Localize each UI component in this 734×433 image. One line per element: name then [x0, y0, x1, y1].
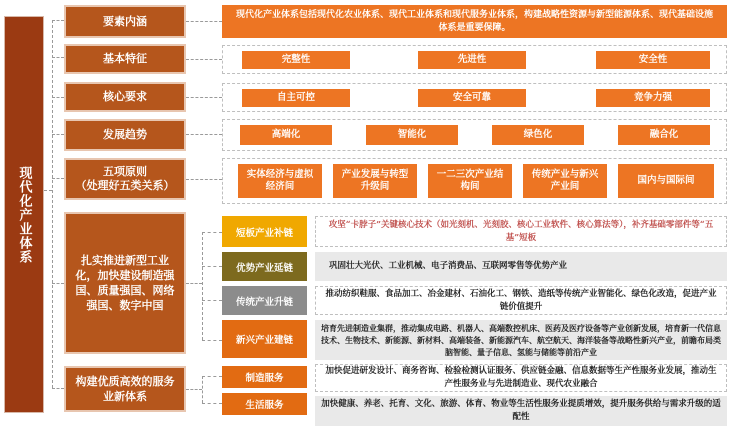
chip-label: 竞争力强	[633, 92, 672, 103]
category-connotation	[64, 5, 186, 38]
desc-text: 加快促进研发设计、商务咨询、检验检测认证服务、供应链金融、信息数据等生产性服务业发展，推动生产性服务业与先进制造业、现代农业融合	[325, 366, 717, 389]
row-connector	[186, 389, 202, 390]
advantage-desc	[315, 252, 727, 281]
sub-connector	[202, 232, 222, 233]
sub-shortboard	[222, 216, 307, 247]
principle-chip	[618, 164, 714, 198]
trend-chip	[618, 125, 710, 145]
root-label: 现代化产业体系	[16, 165, 32, 264]
category-label: 扎实推进新型工业化，加快建设制造强国、质量强国、网络强国、数字中国	[75, 254, 175, 312]
root-node	[4, 16, 44, 413]
chip-label: 产业发展与转型升级间	[341, 169, 409, 192]
category-label: 核心要求	[103, 90, 147, 103]
sub-connector	[202, 403, 222, 404]
category-label: 构建优质高效的服务业新体系	[75, 375, 175, 403]
desc-text: 推动纺织鞋服、食品加工、冶金建材、石油化工、钢铁、造纸等传统产业智能化、绿色化改造，促进产业链价值提升	[325, 288, 717, 312]
tree-trunk	[52, 20, 53, 388]
feature-chip	[418, 51, 526, 69]
sub-traditional	[222, 286, 307, 315]
category-requirements	[64, 82, 186, 112]
row-connector	[186, 97, 222, 98]
chip-label: 传统产业与新兴产业间	[531, 169, 599, 192]
branch-connector	[52, 20, 64, 21]
branch-connector	[52, 178, 64, 179]
chip-label: 完整性	[281, 54, 311, 65]
chip-label: 智能化	[397, 129, 427, 140]
desc-text: 巩固壮大光伏、工业机械、电子消费品、互联网零售等优势产业	[329, 261, 568, 271]
trend-chip	[366, 125, 458, 145]
requirement-chip	[418, 89, 526, 107]
traditional-desc	[315, 286, 727, 315]
row-connector	[186, 283, 202, 284]
chip-label: 实体经济与虚拟经济间	[246, 169, 314, 192]
category-manufacturing	[64, 212, 186, 354]
category-label: 基本特征	[103, 52, 147, 65]
sub-label: 新兴产业建链	[235, 335, 293, 346]
requirement-chip	[242, 89, 350, 107]
branch-connector	[52, 97, 64, 98]
connotation-text	[222, 5, 727, 38]
trend-chip	[492, 125, 584, 145]
shortboard-desc	[315, 216, 727, 247]
requirement-chip	[596, 89, 710, 107]
branch-connector	[52, 388, 64, 389]
desc-text: 加快健康、养老、托育、文化、旅游、体育、物业等生活性服务业提质增效，提升服务供给与需求升级的适配性	[321, 399, 721, 422]
sub-connector	[202, 376, 222, 377]
row-connector	[186, 21, 222, 22]
category-label: 发展趋势	[103, 128, 147, 141]
row-connector	[186, 179, 222, 180]
feature-chip	[596, 51, 710, 69]
trunk-connector	[44, 190, 52, 191]
sub-trunk	[202, 232, 203, 340]
chip-label: 融合化	[649, 129, 679, 140]
desc-text: 培育先进制造业集群，推动集成电路、机器人、高端数控机床、医药及医疗设备等产业创新发展，培育新一代信息技术、生物技术、新能源、新材料、高端装备、新能源汽车、航空航天、海洋装备等战略性新兴产业，前瞻布局类脑智能、量子信息、氢能与储能等前沿产业	[321, 323, 721, 357]
category-services	[64, 366, 186, 412]
branch-connector	[52, 134, 64, 135]
category-trends	[64, 119, 186, 151]
sub-trunk	[202, 376, 203, 403]
sub-label: 短板产业补链	[235, 227, 293, 239]
category-label: 五项原则 （处理好五类关系）	[75, 165, 175, 192]
category-label: 要素内涵	[103, 14, 147, 28]
sub-connector	[202, 300, 222, 301]
category-principles	[64, 158, 186, 200]
principle-chip	[523, 164, 607, 198]
branch-connector	[52, 283, 64, 284]
connotation-text-content: 现代化产业体系包括现代化农业体系、现代工业体系和现代服务业体系，构建战略性资源与新型能源体系、现代基础设施体系是重要保障。	[235, 9, 713, 33]
chip-label: 绿色化	[523, 129, 553, 140]
principle-chip	[238, 164, 322, 198]
principle-chip	[333, 164, 417, 198]
chip-label: 国内与国际间	[637, 175, 695, 186]
sub-label: 生活服务	[245, 400, 284, 411]
desc-text: 攻坚“卡脖子”关键核心技术（如光刻机、光刻胶、核心工业软件、核心算法等），补齐基础零部件等“五基”短板	[328, 219, 714, 243]
chip-label: 自主可控	[276, 92, 315, 103]
sub-life-service	[222, 393, 307, 415]
chip-label: 安全可靠	[452, 92, 491, 103]
category-features	[64, 44, 186, 74]
trend-chip	[240, 125, 332, 145]
chip-label: 一二三次产业结构间	[436, 169, 504, 192]
sub-emerging	[222, 320, 307, 358]
principle-chip	[428, 164, 512, 198]
chip-label: 先进性	[457, 54, 487, 65]
row-connector	[186, 59, 222, 60]
row-connector	[186, 134, 222, 135]
sub-label: 传统产业升链	[235, 296, 293, 308]
feature-chip	[242, 51, 350, 69]
sub-connector	[202, 266, 222, 267]
sub-label: 优势产业延链	[235, 262, 293, 274]
sub-mfg-service	[222, 366, 307, 388]
chip-label: 安全性	[638, 54, 668, 65]
chip-label: 高端化	[271, 129, 301, 140]
sub-connector	[202, 340, 222, 341]
life-service-desc	[315, 396, 727, 426]
mfg-service-desc	[315, 364, 727, 392]
branch-connector	[52, 57, 64, 58]
sub-advantage	[222, 252, 307, 281]
emerging-desc	[315, 320, 727, 360]
sub-label: 制造服务	[245, 373, 284, 384]
